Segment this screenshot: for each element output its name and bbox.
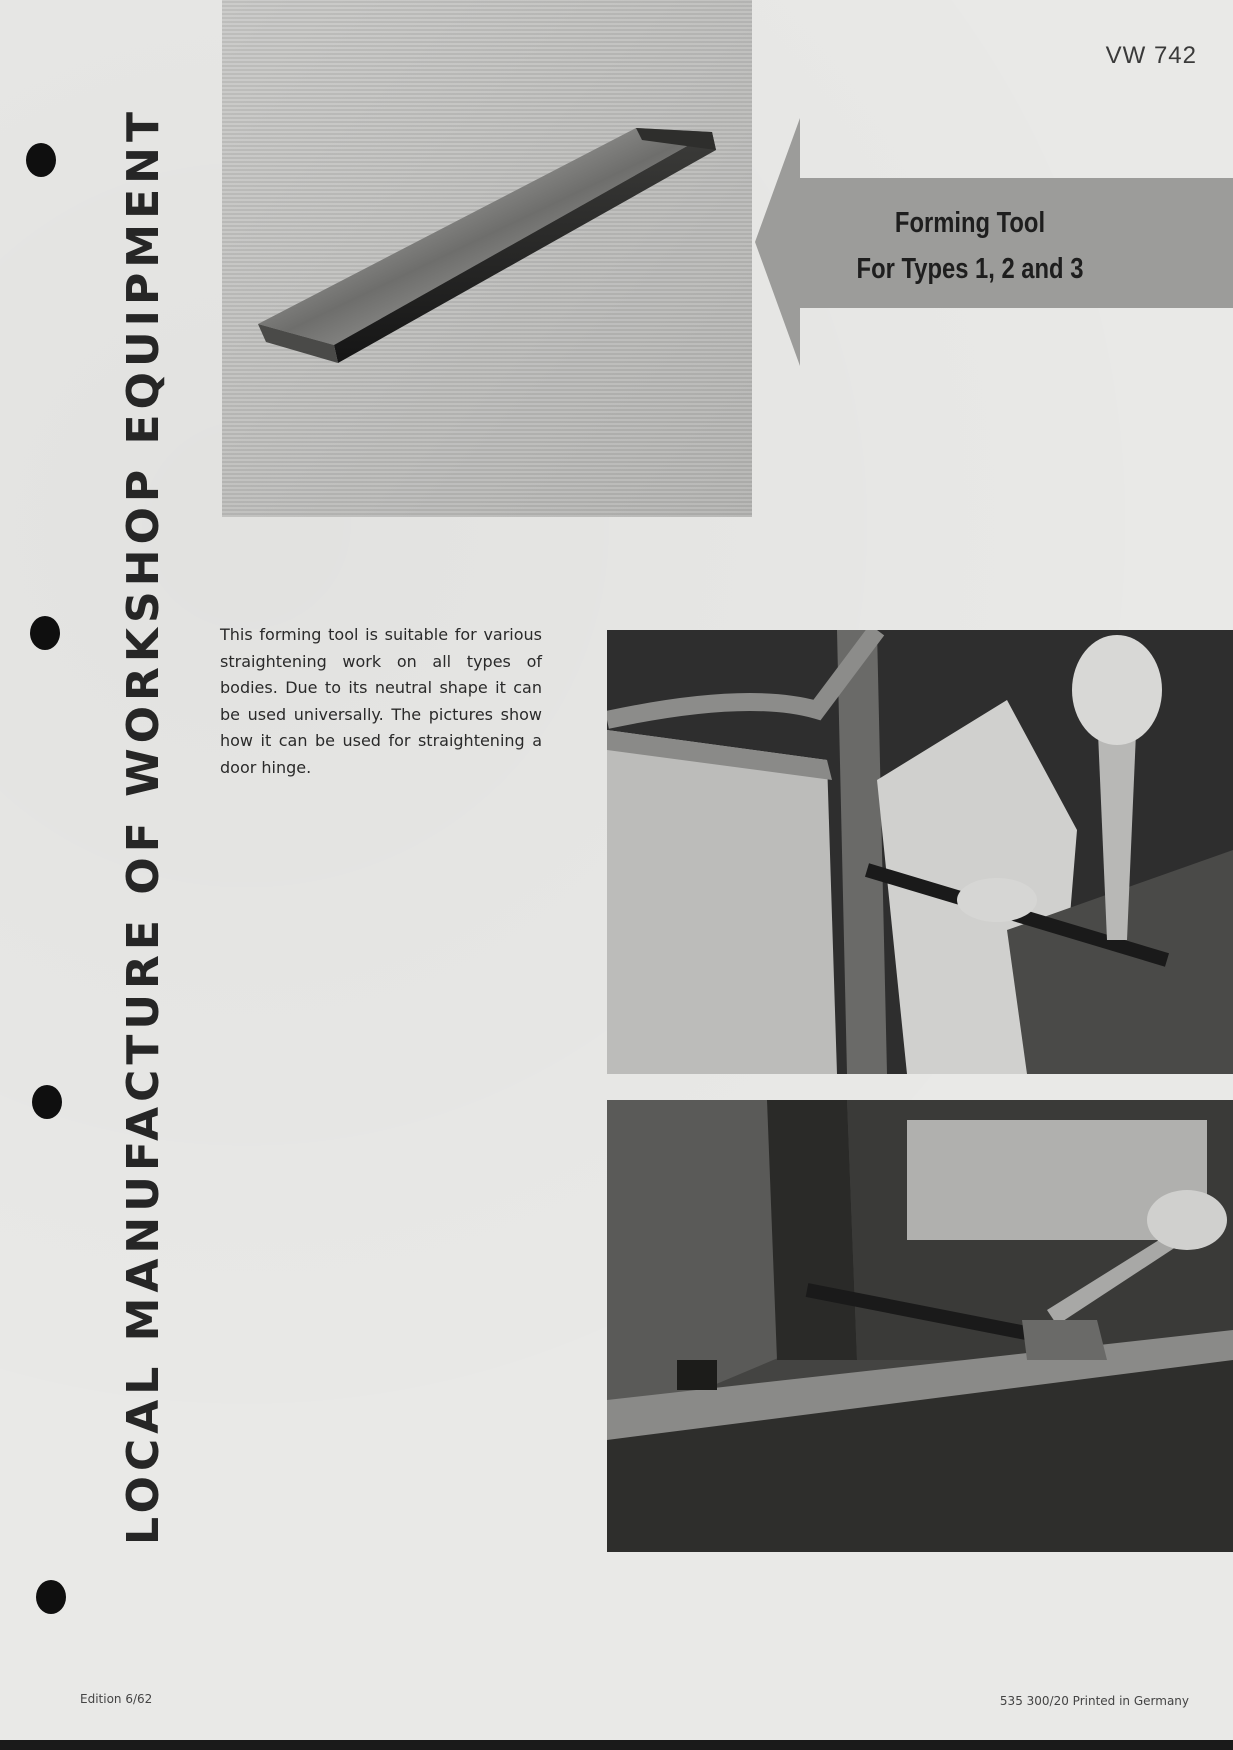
door-hinge-illustration-2 [607, 1100, 1233, 1552]
description-paragraph: This forming tool is suitable for various straightening work on all types of bodies. Due to its neutral shape it can be used universally. The pictures show how it can be used for straightening a door hinge. [220, 625, 542, 777]
side-title: LOCAL MANUFACTURE OF WORKSHOP EQUIPMENT [118, 107, 169, 1545]
edition-label: Edition 6/62 [80, 1692, 153, 1706]
banner-title-line1: Forming Tool [894, 207, 1046, 239]
punch-hole-1 [26, 143, 56, 177]
forming-tool-photo [222, 0, 752, 517]
punch-hole-3 [32, 1085, 62, 1119]
banner-title [847, 200, 1093, 292]
door-hinge-photo-2 [607, 1100, 1233, 1552]
door-hinge-photo-1 [607, 630, 1233, 1074]
document-number: VW 742 [1105, 42, 1197, 69]
print-info: 535 300/20 Printed in Germany [999, 1694, 1189, 1708]
punch-hole-2 [30, 616, 60, 650]
door-hinge-illustration-1 [607, 630, 1233, 1074]
forming-tool-illustration [222, 0, 752, 517]
bottom-edge [0, 1740, 1233, 1750]
punch-hole-4 [36, 1580, 66, 1614]
banner-title-line2: For Types 1, 2 and 3 [856, 253, 1084, 285]
